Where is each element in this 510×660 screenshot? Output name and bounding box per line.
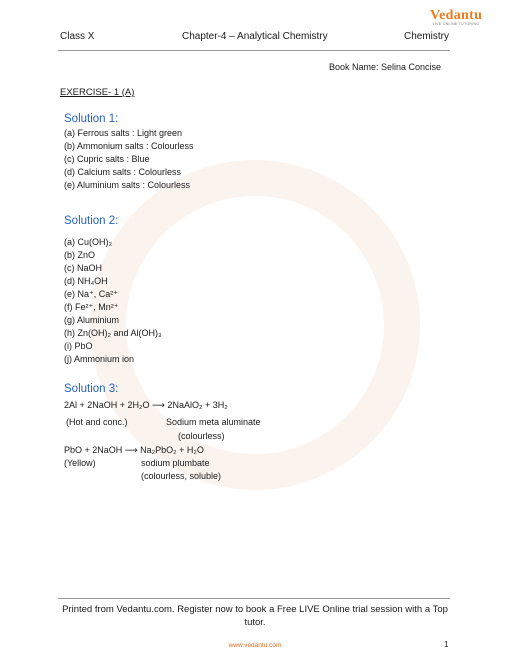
- list-item: (f) Fe²⁺, Mn²⁺: [64, 302, 119, 312]
- list-item: (a) Ferrous salts : Light green: [64, 128, 183, 138]
- footer-rule: [58, 598, 450, 599]
- list-item: (d) NH₄OH: [64, 276, 108, 286]
- list-item: (i) PbO: [64, 341, 93, 351]
- list-item: (b) ZnO: [64, 250, 96, 260]
- equation-1-product: Sodium meta aluminate: [166, 417, 261, 427]
- vedantu-logo: Vedantu LIVE ONLINE TUTORING: [430, 8, 483, 26]
- equation-2-product-note: (colourless, soluble): [141, 471, 222, 481]
- solution-2-title: Solution 2:: [64, 215, 119, 227]
- list-item: (c) Cupric salts : Blue: [64, 154, 150, 164]
- exercise-heading: EXERCISE- 1 (A): [60, 87, 135, 98]
- header-rule: [58, 50, 450, 51]
- footer-website-link[interactable]: www.vedantu.com: [228, 642, 282, 649]
- header-subject: Chemistry: [404, 31, 450, 42]
- solution-1-list: [64, 127, 194, 192]
- equation-1-condition: (Hot and conc.): [66, 417, 128, 427]
- page-number: 1: [444, 640, 449, 649]
- book-name: Book Name: Selina Concise: [329, 62, 442, 72]
- footer-promo-text: Printed from Vedantu.com. Register now to book a Free LIVE Online trial session with a Top tutor.: [62, 604, 448, 628]
- list-item: (h) Zn(OH)₂ and Al(OH)₃: [64, 328, 162, 338]
- list-item: (e) Na⁺, Ca²⁺: [64, 289, 119, 299]
- list-item: (c) NaOH: [64, 263, 102, 273]
- equation-1-product-note: (colourless): [178, 431, 225, 441]
- list-item: (a) Cu(OH)₂: [64, 237, 112, 247]
- solution-3-title: Solution 3:: [64, 383, 119, 395]
- equation-2-product: sodium plumbate: [141, 458, 210, 468]
- list-item: (e) Aluminium salts : Colourless: [64, 180, 191, 190]
- list-item: (j) Ammonium ion: [64, 354, 135, 364]
- equation-1: 2Al + 2NaOH + 2H₂O ⟶ 2NaAlO₂ + 3H₂: [64, 400, 228, 410]
- header-chapter: Chapter-4 – Analytical Chemistry: [182, 31, 328, 42]
- solution-1-title: Solution 1:: [64, 113, 119, 125]
- list-item: (d) Calcium salts : Colourless: [64, 167, 182, 177]
- solution-2-list: [64, 236, 162, 366]
- equation-2-condition: (Yellow): [64, 458, 96, 468]
- list-item: (g) Aluminium: [64, 315, 120, 325]
- list-item: (b) Ammonium salts : Colourless: [64, 141, 194, 151]
- header-class: Class X: [60, 31, 95, 42]
- equation-2: PbO + 2NaOH ⟶ Na₂PbO₂ + H₂O: [64, 445, 204, 455]
